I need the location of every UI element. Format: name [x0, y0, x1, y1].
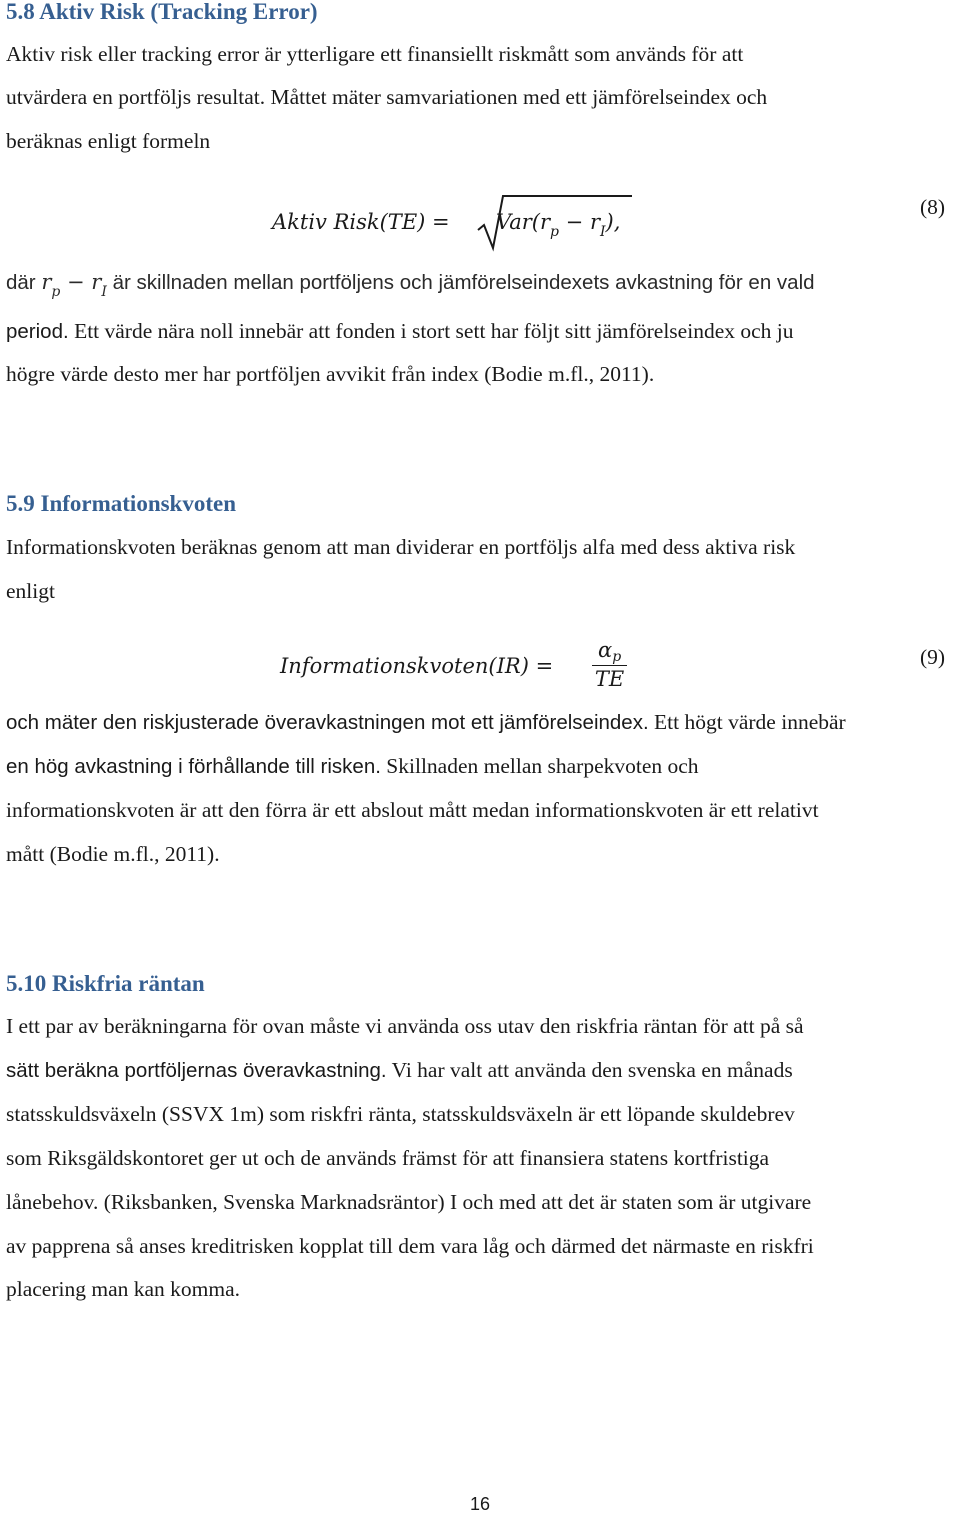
- paragraph-line: utvärdera en portföljs resultat. Måttet mäter samvariationen med ett jämförelseindex och: [6, 85, 768, 109]
- paragraph-line: Aktiv risk eller tracking error är ytterligare ett finansiellt riskmått som används för att: [6, 42, 744, 66]
- equation-lhs: Informationskvoten(IR) =: [280, 654, 554, 678]
- paragraph-line: en hög avkastning i förhållande till risken. Skillnaden mellan sharpekvoten och: [6, 754, 699, 778]
- paragraph-line: där $r_p - r_I$ är skillnaden mellan portföljens och jämförelseindexets avkastning för en vald: [6, 270, 815, 300]
- equation-fraction: [592, 638, 627, 692]
- paragraph-line: placering man kan komma.: [6, 1277, 241, 1301]
- section-heading-5-9: 5.9 Informationskvoten: [6, 491, 237, 516]
- paragraph-line: informationskvoten är att den förra är ett abslout mått medan informationskvoten är ett relativt: [6, 798, 819, 822]
- equation-number: (8): [920, 195, 946, 219]
- paragraph-line: som Riksgäldskontoret ger ut och de används främst för att finansiera statens kortfristiga: [6, 1146, 770, 1170]
- paragraph-line: period. Ett värde nära noll innebär att fonden i stort sett har följt sitt jämförelseindex och ju: [6, 319, 794, 343]
- paragraph-line: enligt: [6, 579, 55, 603]
- paragraph-line: lånebehov. (Riksbanken, Svenska Marknadsräntor) I och med att det är staten som är utgivare: [6, 1190, 812, 1214]
- equation-radicand: $Var(r_p - r_I)$,: [496, 210, 621, 240]
- equation-lhs: Aktiv Risk(TE) =: [272, 210, 450, 234]
- paragraph-line: av papprena så anses kreditrisken kopplat till dem vara låg och därmed det närmaste en riskfri: [6, 1234, 814, 1258]
- paragraph-line: mått (Bodie m.fl., 2011).: [6, 842, 220, 866]
- paragraph-line: statsskuldsväxeln (SSVX 1m) som riskfri ränta, statsskuldsväxeln är ett löpande skuldebrev: [6, 1102, 795, 1126]
- equation-number: (9): [920, 645, 946, 669]
- fraction-denominator: TE: [594, 667, 625, 691]
- page-number: 16: [470, 1494, 491, 1514]
- paragraph-line: beräknas enligt formeln: [6, 129, 211, 153]
- section-heading-5-10: 5.10 Riskfria räntan: [6, 971, 205, 996]
- paragraph-line: sätt beräkna portföljernas överavkastning. Vi har valt att använda den svenska en månads: [6, 1058, 793, 1082]
- paragraph-line: I ett par av beräkningarna för ovan måste vi använda oss utav den riskfria räntan för att på så: [6, 1014, 804, 1038]
- paragraph-line: Informationskvoten beräknas genom att man dividerar en portföljs alfa med dess aktiva risk: [6, 535, 796, 559]
- paragraph-line: högre värde desto mer har portföljen avvikit från index (Bodie m.fl., 2011).: [6, 362, 655, 386]
- fraction-numerator: αp: [592, 638, 627, 666]
- paragraph-line: och mäter den riskjusterade överavkastningen mot ett jämförelseindex. Ett högt värde innebär: [6, 710, 846, 734]
- section-heading-5-8: 5.8 Aktiv Risk (Tracking Error): [6, 0, 318, 24]
